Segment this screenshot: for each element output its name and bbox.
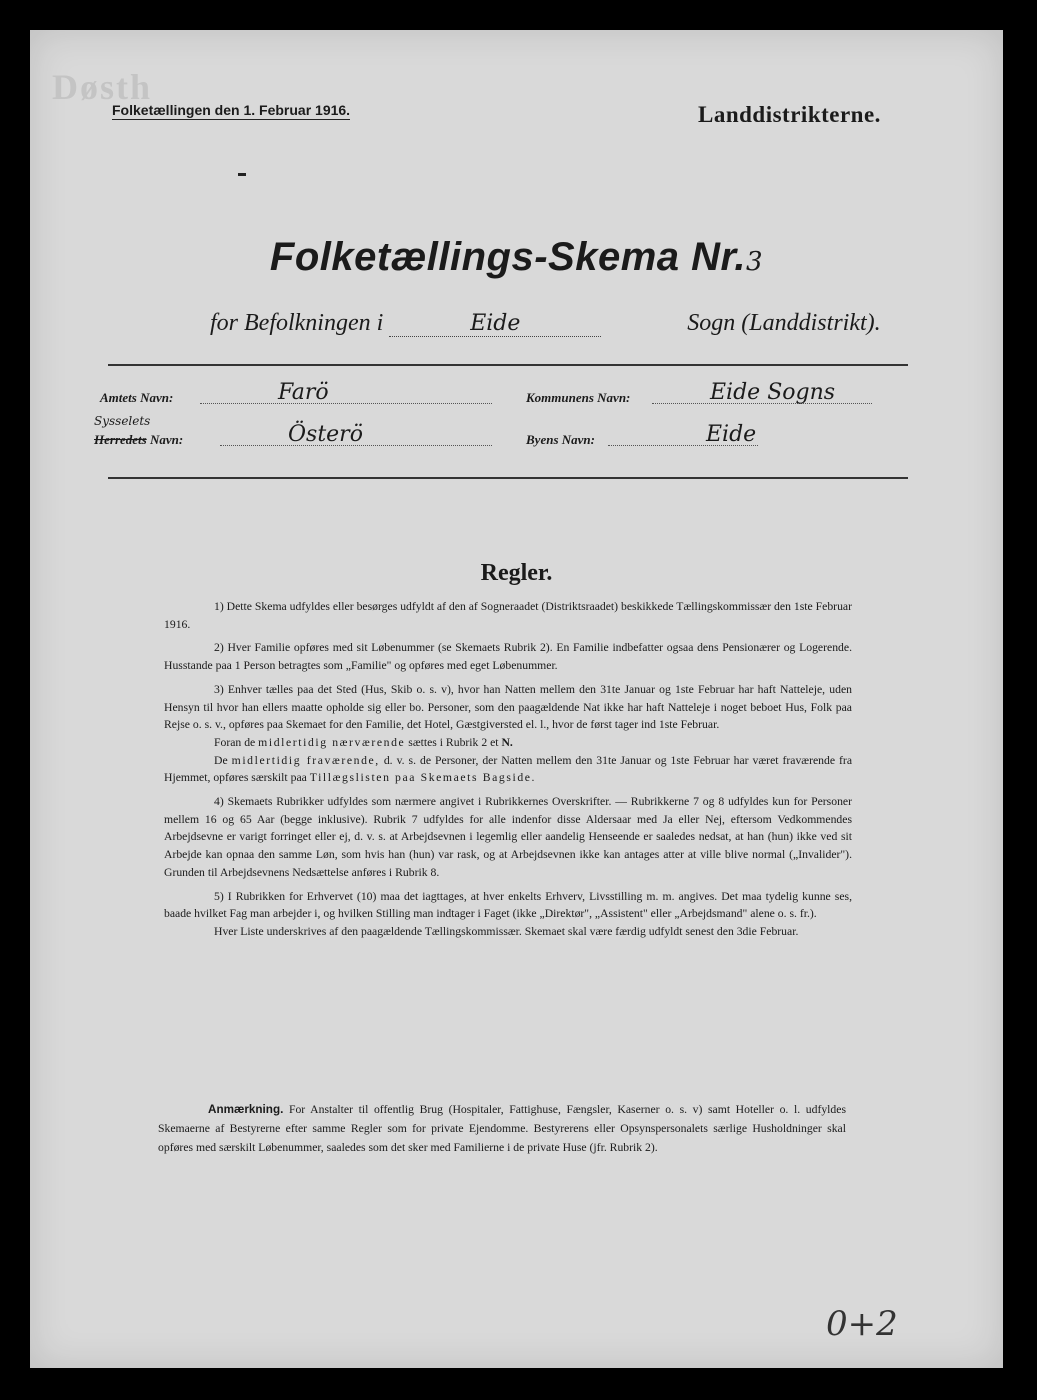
rule-1: 1) Dette Skema udfyldes eller besørges udfyldt af den af Sogneraadet (Distriktsraadet) beskikkede Tællingskommissær den 1ste Februar 1916. <box>164 600 852 631</box>
top-divider <box>108 364 908 366</box>
form-number: 3 <box>746 247 764 277</box>
ink-dash <box>238 173 246 176</box>
herred-label-group <box>94 432 183 448</box>
form-subtitle <box>210 310 881 337</box>
remark-paragraph <box>158 1100 846 1157</box>
remark-label: Anmærkning. <box>208 1103 284 1116</box>
by-value: Eide <box>706 422 757 447</box>
handwritten-page-note: 0+2 <box>826 1304 898 1344</box>
rule-3-absent-a: De <box>214 753 228 767</box>
rule-5: 5) I Rubrikken for Erhvervet (10) maa det iagttages, at hver enkelts Erhverv, Livsstilling m. m. angives. Det maa tydelig kunne ses, baade hvilket Fag man arbejder i, og hvilken Stilling man indtager i Faget (ikke „Direktør", „Assistent" eller „Arbejdsmand" alene o. s. fr.). <box>164 889 852 921</box>
amt-line <box>200 403 492 404</box>
rule-3-present-b: midlertidig nærværende <box>258 735 406 749</box>
rules-heading: Regler. <box>480 560 553 586</box>
herred-struck: Herredets <box>94 432 147 447</box>
remark-text: For Anstalter til offentlig Brug (Hospitaler, Fattighuse, Fængsler, Kaserner o. s. v) samt Hoteller o. l. udfyldes Skemaerne af Bestyrerne efter samme Regler som for private Ejendomme. Bestyrerens eller Opsynspersonalets særlige Husholdninger skal opføres med særskilt Løbenummer, saaledes som det sker med Familierne i de private Huse (jfr. Rubrik 2). <box>158 1103 847 1154</box>
census-form-sheet <box>30 30 1003 1368</box>
form-title-text: Folketællings-Skema Nr. <box>269 235 747 279</box>
rule-3-absent-d: Tillægslisten paa Skemaets Bagside. <box>309 771 537 785</box>
rule-2: 2) Hver Familie opføres med sit Løbenummer (se Skemaets Rubrik 2). En Familie indbefatter ogsaa dens Pensionærer og Logerende. Husstande paa 1 Person betragtes som „Familie" og opføres med eget Løbenummer. <box>164 641 852 673</box>
rule-3: 3) Enhver tælles paa det Sted (Hus, Skib o. s. v), hvor han Natten mellem den 31te Januar og 1ste Februar har haft Natteleje, uden Hensyn til hvor han ellers maatte opholde sig eller bo. Personer, som den paagældende Nat ikke har haft Natteleje i noget beboet Hus, Folk paa Rejse o. s. v., opføres paa Skemaet for den Familie, det Hotel, Gæstgiversted el. l., hvor de først tager ind 1ste Februar. <box>164 682 852 732</box>
rule-3-absent-c: d. v. s. de Personer, der Natten mellem den 31te Januar og 1ste Februar har været fraværende fra Hjemmet, opføres særskilt paa <box>164 753 853 785</box>
rule-3-absent-b: midlertidig fraværende, <box>231 753 380 767</box>
rule-6: Hver Liste underskrives af den paagældende Tællingskommissær. Skemaet skal være færdig udfyldt senest den 3die Februar. <box>214 924 799 938</box>
rule-3-absent <box>164 752 852 787</box>
census-date-header: Folketællingen den 1. Februar 1916. <box>112 102 351 118</box>
amt-label: Amtets Navn: <box>100 390 174 405</box>
faded-stamp: Døsth <box>52 67 153 107</box>
kommune-label: Kommunens Navn: <box>526 390 631 405</box>
rule-3-present-c: sættes i Rubrik 2 et <box>408 735 499 749</box>
form-title <box>30 235 1003 280</box>
rules-body <box>164 598 852 947</box>
sysselets-annotation: Sysselets <box>94 414 151 428</box>
rule-3-present-mark: N. <box>501 735 513 749</box>
rule-3-present <box>164 734 852 752</box>
district-type-header: Landdistrikterne. <box>698 102 881 127</box>
subtitle-suffix: Sogn (Landdistrikt). <box>687 310 881 336</box>
amt-value: Farö <box>278 380 329 405</box>
bottom-divider <box>108 477 908 479</box>
kommune-value: Eide Sogns <box>710 380 836 405</box>
rule-4: 4) Skemaets Rubrikker udfyldes som nærmere angivet i Rubrikkernes Overskrifter. — Rubrikkerne 7 og 8 udfyldes kun for Personer mellem 16 og 65 Aar (begge inklusive). Rubrik 7 udfyldes for alle indenfor disse Aldersaar med Ja eller Nej, eftersom Vedkommendes Arbejdsevne er varigt forringet eller ej, d. v. s. at Arbejdsevnen i legemlig eller aandelig Henseende er saaledes nedsat, at han (hun) ikke ved sit Arbejde kan opnaa den samme Løn, som hvis han (hun) var rask, og at Arbejdsevnen ikke kan antages atter at ville blive normal („Invalider"). Grunden til Arbejdsevnens Nedsættelse anføres i Rubrik 8. <box>164 795 852 879</box>
subtitle-prefix: for Befolkningen i <box>210 310 384 336</box>
herred-label: Navn: <box>149 432 184 447</box>
remark-section <box>158 1100 846 1157</box>
rule-3-present-a: Foran de <box>214 735 256 749</box>
by-label: Byens Navn: <box>526 432 595 447</box>
parish-field: Eide <box>389 311 601 337</box>
herred-value: Österö <box>288 422 363 447</box>
